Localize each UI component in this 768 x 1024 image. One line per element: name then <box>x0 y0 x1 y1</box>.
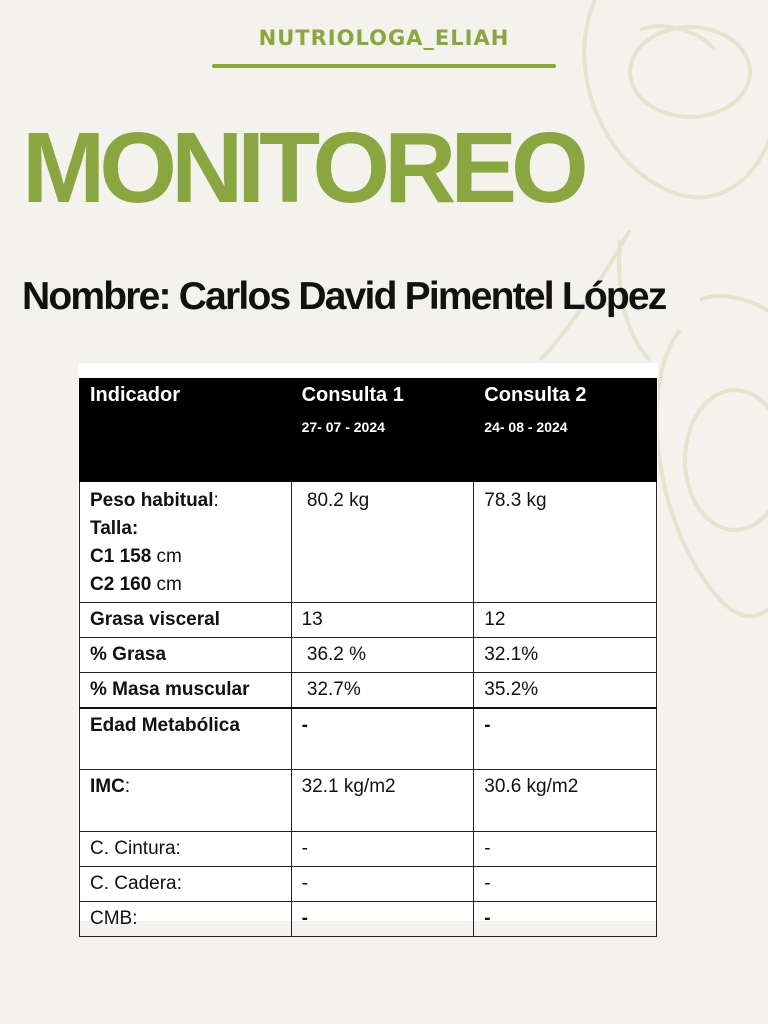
cell-value: 78.3 kg <box>474 482 657 603</box>
cell-value: - <box>474 866 657 901</box>
table-row <box>80 708 657 769</box>
page-title: MONITOREO <box>22 112 583 224</box>
table-row <box>80 769 657 831</box>
table-row <box>80 638 657 673</box>
header-consulta-2 <box>474 379 657 482</box>
table-header-row <box>80 379 657 482</box>
talla-label: Talla: <box>90 518 139 539</box>
cell-value: - <box>291 831 474 866</box>
monitoring-table <box>79 378 657 937</box>
cell-value: - <box>474 708 657 769</box>
cell-value: 13 <box>291 603 474 638</box>
cell-value: - <box>291 708 474 769</box>
table-row <box>80 673 657 709</box>
cell-value: 32.7% <box>291 673 474 709</box>
cell-value: 12 <box>474 603 657 638</box>
cell-value: - <box>291 901 474 936</box>
talla-c2-unit: cm <box>151 574 182 595</box>
imc-label-colon: : <box>124 775 131 797</box>
header-indicator <box>80 379 292 482</box>
cell-value: - <box>474 901 657 936</box>
cell-value: 35.2% <box>474 673 657 709</box>
talla-c1-unit: cm <box>151 546 182 567</box>
row-label: Edad Metabólica <box>80 708 292 769</box>
imc-label: IMC <box>90 775 125 797</box>
table-row <box>80 901 657 936</box>
table-row <box>80 482 657 603</box>
header-label: Consulta 2 <box>484 384 587 406</box>
row-label: C. Cadera: <box>80 866 292 901</box>
table-row <box>80 603 657 638</box>
row-label: % Grasa <box>80 638 292 673</box>
peso-label-colon: : <box>213 490 219 511</box>
cell-value: 32.1% <box>474 638 657 673</box>
talla-c1: C1 158 <box>90 546 152 567</box>
row-label: CMB: <box>80 901 292 936</box>
table-row <box>80 831 657 866</box>
cell-value: - <box>474 831 657 866</box>
cell-value: - <box>291 866 474 901</box>
cell-value: 32.1 kg/m2 <box>291 769 474 831</box>
row-label-imc <box>80 769 292 831</box>
cell-value: 80.2 kg <box>291 482 474 603</box>
patient-name: Nombre: Carlos David Pimentel López <box>22 275 666 318</box>
peso-label: Peso habitual <box>90 490 214 511</box>
header-date: 24- 08 - 2024 <box>484 419 568 435</box>
cell-value: 30.6 kg/m2 <box>474 769 657 831</box>
brand-handle: NUTRIOLOGA_ELIAH <box>258 26 510 50</box>
row-label: C. Cintura: <box>80 831 292 866</box>
header-date: 27- 07 - 2024 <box>301 419 385 435</box>
cell-value: 36.2 % <box>291 638 474 673</box>
header-label: Indicador <box>90 384 181 406</box>
monitoring-table-card <box>78 363 658 929</box>
table-row <box>80 866 657 901</box>
brand-underline <box>212 64 556 68</box>
talla-c2: C2 160 <box>90 574 152 595</box>
row-label: Grasa visceral <box>80 603 292 638</box>
header-label: Consulta 1 <box>301 384 404 406</box>
header-consulta-1 <box>291 379 474 482</box>
row-label-peso-talla <box>80 482 292 603</box>
row-label: % Masa muscular <box>80 673 292 709</box>
